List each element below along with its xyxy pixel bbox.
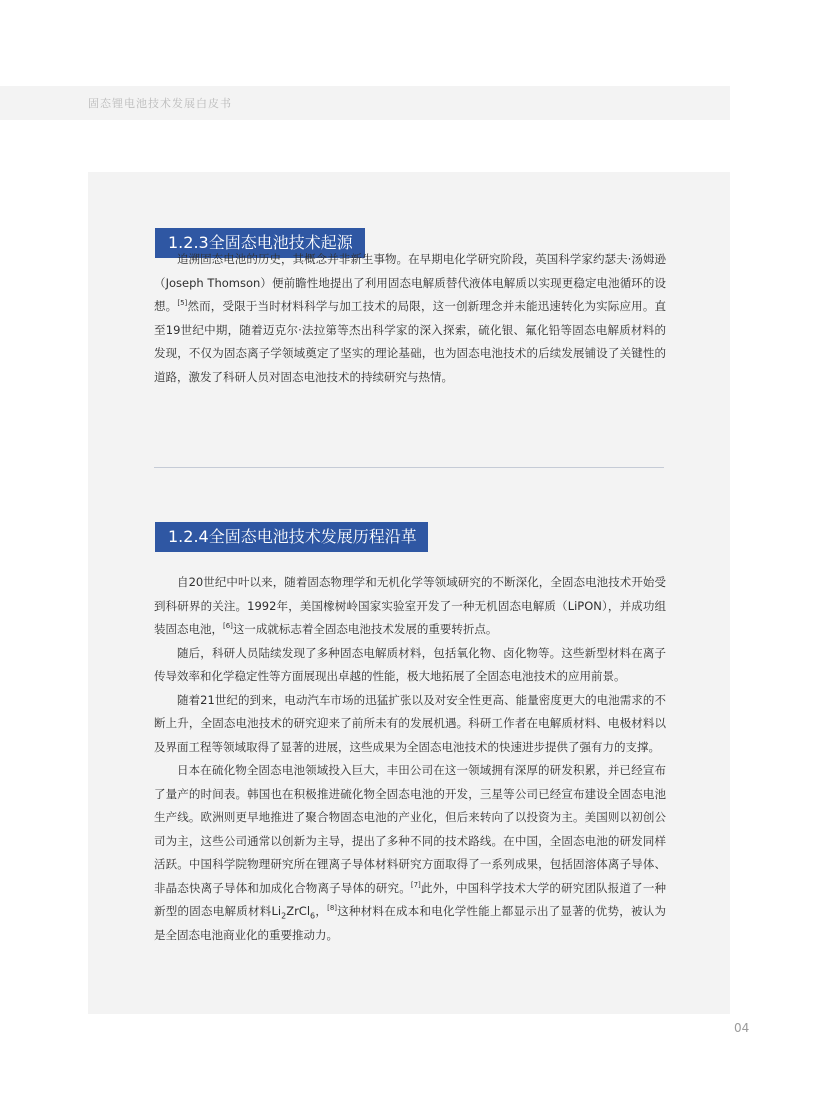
text: 追溯固态电池的历史，其概念并非新生事物。在早期电化学研究阶段，英国科学家约瑟夫·汤姆逊（Joseph Thomson）便前瞻性地提出了利用固态电解质替代液体电解质以实现更稳定电池循环的设想。 — [154, 252, 666, 313]
text: 此外，中国科学技术大学的研究团队报道了一种新型的固态电解质材料 — [154, 880, 666, 918]
section-heading-1-2-4: 1.2.4全固态电池技术发展历程沿革 — [155, 522, 428, 552]
formula-part: Li — [271, 904, 282, 918]
citation-ref: [6] — [223, 622, 233, 631]
formula-subscript: 2 — [281, 911, 287, 921]
citation-ref: [8] — [327, 904, 338, 913]
section-divider — [154, 467, 664, 468]
paragraph: 随着21世纪的到来，电动汽车市场的迅猛扩张以及对安全性更高、能量密度更大的电池需求的不断上升，全固态电池技术的研究迎来了前所未有的发展机遇。科研工作者在电解质材料、电极材料以及界面工程等领域取得了显著的进展，这些成果为全固态电池技术的快速进步提供了强有力的支撑。 — [154, 692, 666, 754]
formula-part: ZrCl — [286, 904, 311, 918]
paragraph: 随后，科研人员陆续发现了多种固态电解质材料，包括氧化物、卤化物等。这些新型材料在离子传导效率和化学稳定性等方面展现出卓越的性能，极大地拓展了全固态电池技术的应用前景。 — [154, 645, 666, 683]
paragraph — [154, 571, 666, 642]
text: 这种材料在成本和电化学性能上都显示出了显著的优势，被认为是全固态电池商业化的重要推动力。 — [154, 904, 666, 942]
citation-ref: [5] — [177, 299, 188, 308]
document-title: 固态锂电池技术发展白皮书 — [88, 97, 232, 110]
citation-ref: [7] — [410, 880, 421, 889]
page-number: 04 — [734, 1021, 750, 1035]
section-1-2-4-body — [154, 571, 666, 947]
text: 日本在硫化物全固态电池领域投入巨大，丰田公司在这一领域拥有深厚的研发积累，并已经宣布了量产的时间表。韩国也在积极推进硫化物全固态电池的开发，三星等公司已经宣布建设全固态电池生产线。欧洲则更早地推进了聚合物固态电池的产业化，但后来转向了以投资为主。美国则以初创公司为主，这些公司通常以创新为主导，提出了多种不同的技术路线。在中国，全固态电池的研发同样活跃。中国科学院物理研究所在锂离子导体材料研究方面取得了一系列成果，包括固溶体离子导体、非晶态快离子导体和加成化合物离子导体的研究。 — [154, 763, 666, 895]
text: 自20世纪中叶以来，随着固态物理学和无机化学等领域研究的不断深化，全固态电池技术开始受到科研界的关注。1992年，美国橡树岭国家实验室开发了一种无机固态电解质（LiPON），并成功组装固态电池， — [154, 575, 666, 636]
section-1-2-3-body — [154, 248, 666, 389]
section-heading-1-2-3: 1.2.3全固态电池技术起源 — [155, 228, 365, 258]
formula-subscript: 6 — [310, 911, 316, 921]
text: ， — [315, 904, 328, 918]
text: 然而，受限于当时材料科学与加工技术的局限，这一创新理念并未能迅速转化为实际应用。直至19世纪中期，随着迈克尔·法拉第等杰出科学家的深入探索，硫化银、氟化铅等固态电解质材料的发现，不仅为固态离子学领域奠定了坚实的理论基础，也为固态电池技术的后续发展铺设了关键性的道路，激发了科研人员对固态电池技术的持续研究与热情。 — [154, 299, 667, 384]
paragraph — [154, 759, 666, 947]
text: 这一成就标志着全固态电池技术发展的重要转折点。 — [232, 622, 498, 636]
paragraph — [154, 248, 666, 389]
chemical-formula — [271, 904, 316, 921]
